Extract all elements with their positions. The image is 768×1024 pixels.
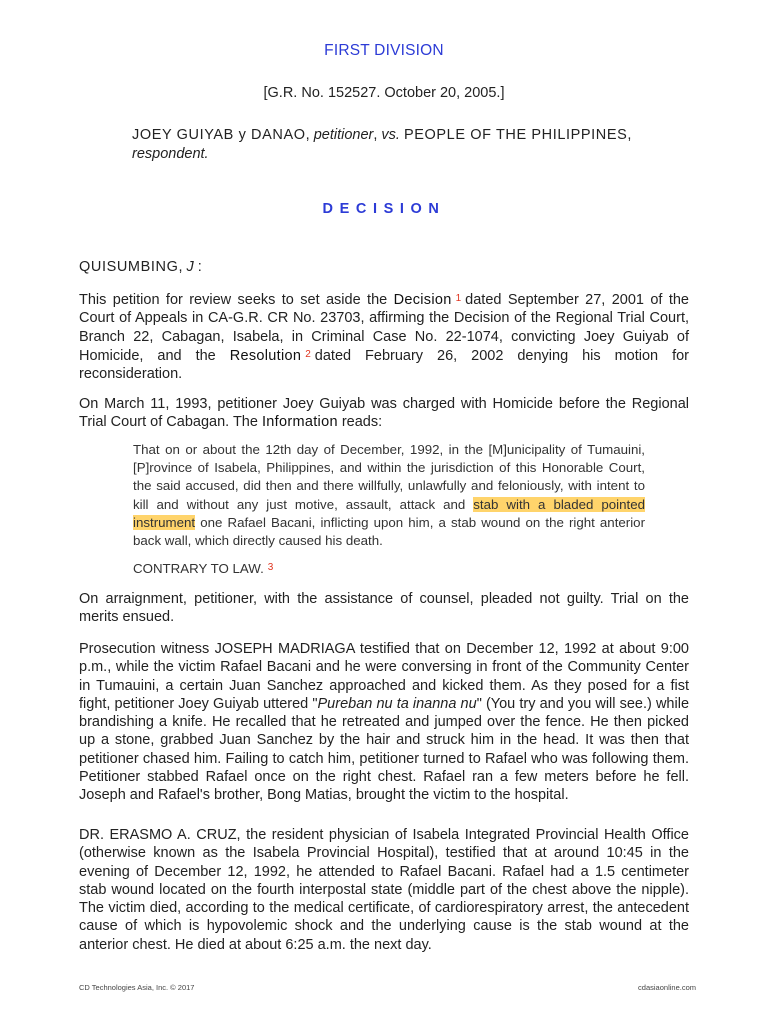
quote-text-a: That on or about the 12th day of December, 1992, in the [M]unicipality of Tumauini, [P]rovince of Isabela, Philippines, and within the jurisdiction of this Honorable Court, the said accused, did then and there willfully, unlawfully and feloniously, with intent to kill and without any just motive, assault, attack and (133, 442, 645, 512)
ponente-name: QUISUMBING (79, 259, 179, 275)
ponente: QUISUMBING, J : (79, 259, 202, 275)
respondent-name: PEOPLE OF THE PHILIPPINES (403, 127, 628, 143)
resolution-link[interactable]: Resolution (229, 347, 302, 364)
respondent-role: respondent. (132, 145, 209, 162)
petitioner-name: JOEY GUIYAB y DANAO (132, 127, 306, 143)
paragraph-3: On arraignment, petitioner, with the assistance of counsel, pleaded not guilty. Trial on the merits ensued. (79, 591, 689, 626)
information-link[interactable]: Information (261, 414, 338, 431)
footnote-1-link[interactable]: 1 (455, 293, 462, 304)
paragraph-2-text-b: reads: (341, 414, 383, 431)
gr-number: [G.R. No. 152527. October 20, 2005.] (263, 85, 505, 101)
footnote-2-link[interactable]: 2 (305, 348, 311, 360)
quoted-utterance: Pureban nu ta inanna nu (317, 695, 477, 712)
decision-title: DECISION (322, 201, 446, 217)
contrary-text: CONTRARY TO LAW. (133, 561, 264, 576)
case-parties: JOEY GUIYAB y DANAO, petitioner, vs. PEOPLE OF THE PHILIPPINES, respondent. (132, 127, 632, 162)
paragraph-1 (79, 290, 689, 383)
paragraph-1-text-c: dated February 26, 2002 denying his motion for reconsideration. (79, 347, 689, 383)
paragraph-2-text-a: On March 11, 1993, petitioner Joey Guiyab was charged with Homicide before the Regional Trial Court of Cabagan. The (79, 396, 689, 431)
highlighted-text: stab with a bladed pointed instrument (133, 496, 645, 530)
paragraph-4-text-a: Prosecution witness JOSEPH MADRIAGA testified that on December 12, 1992 at about 9:00 p.m., while the victim Rafael Bacani and he were conversing in front of the Community Center in Tumauini, a certain Juan Sanchez approached and kicked them. As they posed for a fist fight, petitioner Joey Guiyab uttered " (79, 641, 689, 712)
ponente-title: J (186, 259, 194, 275)
decision-link[interactable]: Decision (393, 292, 452, 308)
contrary-to-law (133, 559, 645, 578)
paragraph-1-text-a: This petition for review seeks to set aside the (79, 292, 388, 308)
footer-copyright: CD Technologies Asia, Inc. © 2017 (79, 983, 195, 992)
paragraph-5: DR. ERASMO A. CRUZ, the resident physician of Isabela Integrated Provincial Health Office (otherwise known as the Isabela Provincial Hospital), testified that at around 10:45 in the evening of December 12, 1992, he attended to Rafael Bacani. Rafael had a 1.5 centimeter stab wound located on the fourth interpostal state (middle part of the chest above the nipple). The victim died, according to the medical certificate, of cardiorespiratory arrest, the antecedent cause of which is hypovolemic shock and the underlying cause is the stab wound at the anterior chest. He died at about 6:25 a.m. the next day. (79, 827, 689, 953)
footnote-3-link[interactable]: 3 (267, 562, 274, 573)
information-quote (133, 441, 645, 550)
paragraph-4-text-b: " (You try and you will see.) while brandishing a knife. He recalled that he retreated and jumped over the fence. He then picked up a stone, grabbed Juan Sanchez by the hair and struck him in the head. It was then that petitioner chased him. Failing to catch him, petitioner turned to Rafael who was following them. Petitioner stabbed Rafael once on the right chest. Rafael ran a few meters before he fell. Joseph and Rafael's brother, Bong Matias, brought the victim to the hospital. (79, 695, 690, 804)
division-heading: FIRST DIVISION (324, 42, 444, 59)
footer-site[interactable]: cdasiaonline.com (638, 983, 696, 992)
quote-text-b: one Rafael Bacani, inflicting upon him, a stab wound on the right anterior back wall, which directly caused his death. (133, 514, 645, 549)
paragraph-2 (79, 395, 689, 432)
versus: vs. (381, 127, 400, 143)
paragraph-4 (79, 640, 689, 805)
paragraph-1-text-b: dated September 27, 2001 of the Court of Appeals in CA-G.R. CR No. 23703, affirming the Decision of the Regional Trial Court, Branch 22, Cabagan, Isabela, in Criminal Case No. 22-1074, convicting Joey Guiyab of Homicide, and the (79, 292, 689, 364)
petitioner-role: petitioner (313, 127, 374, 143)
